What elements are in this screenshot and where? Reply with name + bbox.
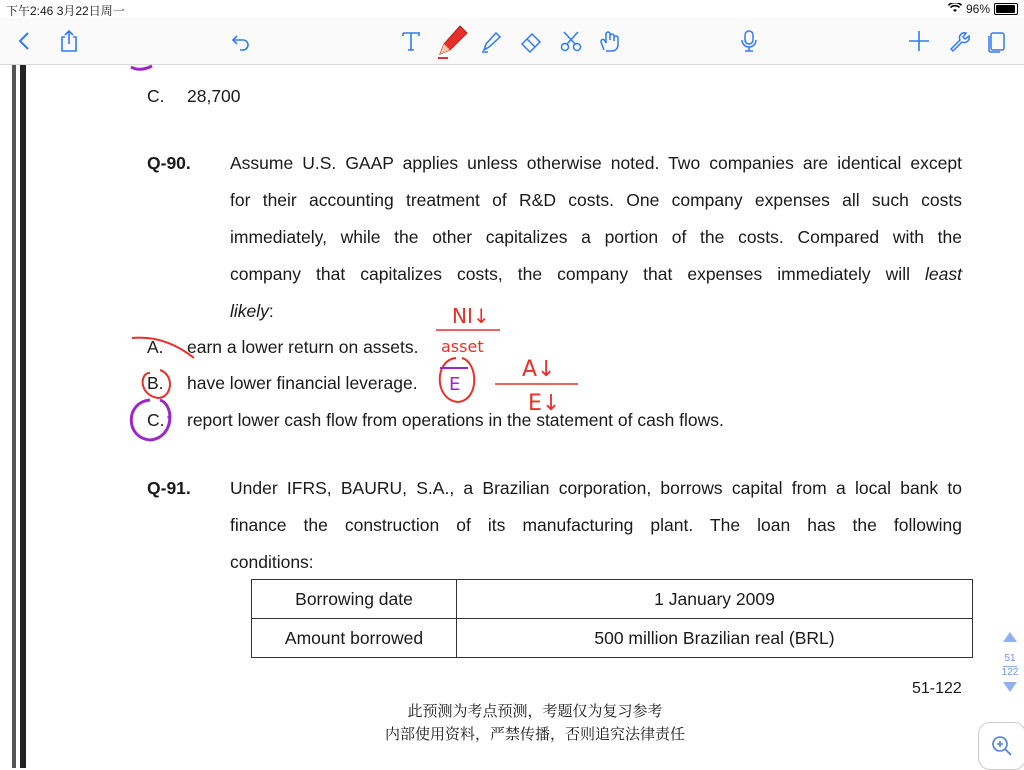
- table-row: [252, 619, 973, 658]
- total-pages: 122: [1001, 667, 1019, 678]
- annot-e-down: E↓: [528, 391, 561, 416]
- q91-label: Q-91.: [147, 478, 191, 498]
- q90-option-b[interactable]: B. have lower financial leverage.: [147, 373, 418, 393]
- q90-line-3: immediately, while the other capitalizes a portion of the costs. Compared with the: [230, 227, 962, 247]
- battery-percent: 96%: [965, 2, 990, 16]
- page-edge: [12, 65, 16, 768]
- toolbar: [0, 18, 1024, 65]
- q90-line-1: Assume U.S. GAAP applies unless otherwise noted. Two companies are identical except: [230, 153, 962, 173]
- pages-icon[interactable]: [982, 26, 1012, 56]
- page-scroll-indicator[interactable]: [1000, 632, 1020, 695]
- q90-option-a[interactable]: A. earn a lower return on assets.: [147, 337, 419, 357]
- lasso-scissors-icon[interactable]: [556, 26, 586, 56]
- hand-tool-icon[interactable]: [594, 26, 624, 56]
- status-right: [948, 2, 1018, 16]
- table-cell: 500 million Brazilian real (BRL): [457, 619, 973, 658]
- share-icon[interactable]: [54, 26, 84, 56]
- q91-line-1: Under IFRS, BAURU, S.A., a Brazilian corporation, borrows capital from a local bank to: [230, 478, 962, 498]
- q91-line-2: finance the construction of its manufacturing plant. The loan has the following: [230, 515, 962, 535]
- status-time-date: 下午2:46 3月22日周一: [6, 4, 125, 18]
- scroll-down-icon[interactable]: [1003, 682, 1017, 692]
- q90-option-c[interactable]: C. report lower cash flow from operations in the statement of cash flows.: [147, 410, 724, 430]
- undo-icon[interactable]: [226, 26, 256, 56]
- q91-question: [230, 470, 962, 581]
- text-tool-icon[interactable]: [396, 26, 426, 56]
- q90-question: [230, 145, 962, 330]
- back-chevron-icon[interactable]: [10, 26, 40, 56]
- annot-ni: NI↓: [452, 304, 490, 328]
- table-cell: Borrowing date: [252, 580, 457, 619]
- microphone-icon[interactable]: [734, 26, 764, 56]
- loan-conditions-table: [251, 579, 973, 658]
- wrench-icon[interactable]: [944, 26, 974, 56]
- eraser-icon[interactable]: [516, 26, 546, 56]
- prev-option-c: C. 28,700: [147, 86, 241, 106]
- page-number: 51-122: [912, 680, 962, 697]
- annot-e: E: [449, 374, 461, 395]
- q90-line-2: for their accounting treatment of R&D costs. One company expenses all such costs: [230, 190, 962, 210]
- pen-tool-icon[interactable]: [434, 22, 470, 60]
- scroll-up-icon[interactable]: [1003, 632, 1017, 642]
- page-binding-edge: [20, 65, 26, 768]
- footer-line-1: 此预测为考点预测，考题仅为复习参考: [407, 702, 663, 720]
- annot-asset: asset: [441, 337, 484, 356]
- add-icon[interactable]: [904, 26, 934, 56]
- status-bar: [0, 0, 1024, 18]
- table-cell: Amount borrowed: [252, 619, 457, 658]
- highlighter-icon[interactable]: [476, 26, 506, 56]
- zoom-in-icon: [989, 733, 1015, 759]
- q90-line-4: company that capitalizes costs, the company that expenses immediately will least: [230, 264, 962, 284]
- table-row: [252, 580, 973, 619]
- battery-icon: [994, 3, 1018, 15]
- zoom-button[interactable]: [978, 722, 1024, 770]
- q91-line-3: conditions:: [230, 552, 314, 572]
- annot-a-down: A↓: [522, 357, 556, 382]
- table-cell: 1 January 2009: [457, 580, 973, 619]
- footer-line-2: 内部使用资料，严禁传播，否则追究法律责任: [384, 725, 685, 743]
- q90-label: Q-90.: [147, 153, 191, 173]
- wifi-icon: [948, 3, 962, 16]
- current-page: 51: [1004, 653, 1016, 664]
- q90-line-5: likely:: [230, 301, 274, 321]
